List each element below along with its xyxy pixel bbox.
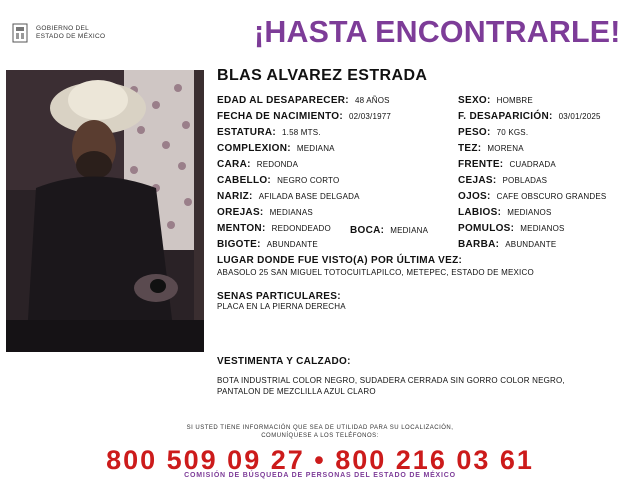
field-label: BARBA: [458,239,500,250]
field-value: 03/01/2025 [558,112,601,121]
field-tez [458,144,524,154]
field-label: TEZ: [458,143,482,154]
field-label: EDAD AL DESAPARECER: [217,95,349,106]
phone-2: 800 216 03 61 [335,445,534,475]
field-label: POMULOS: [458,223,515,234]
field-value: MEDIANA [296,144,335,153]
field-label: MENTON: [217,223,266,234]
field-value: 02/03/1977 [349,112,392,121]
field-label: OREJAS: [217,207,264,218]
field-label: ESTATURA: [217,127,276,138]
field-label: LABIOS: [458,207,502,218]
field-label: CARA: [217,159,251,170]
phone-1: 800 509 09 27 [106,445,305,475]
field-value: MEDIANOS [507,208,552,217]
field-ojos [458,192,606,202]
field-value: HOMBRE [496,96,533,105]
clothing-line2: PANTALON DE MEZCLILLA AZUL CLARO [217,387,376,396]
logo-line1: GOBIERNO DEL [36,25,90,32]
field-pomulos [458,224,565,234]
field-frente [458,160,556,170]
field-value: REDONDEADO [271,224,331,233]
marks-label: SENAS PARTICULARES: [217,291,341,302]
headline: ¡HASTA ENCONTRARLE! [254,14,621,49]
field-value: REDONDA [256,160,299,169]
person-name: BLAS ALVAREZ ESTRADA [217,67,428,84]
field-value: 70 KGS. [496,128,529,137]
last-seen-value: ABASOLO 25 SAN MIGUEL TOTOCUITLAPILCO, METEPEC, ESTADO DE MEXICO [217,268,534,277]
field-value: MORENA [487,144,524,153]
field-value: CUADRADA [509,160,556,169]
field-bigote [217,240,318,250]
field-sexo [458,96,533,106]
field-complexion [217,144,335,154]
field-cabello [217,176,339,186]
field-label: F. DESAPARICIÓN: [458,111,553,122]
field-label: OJOS: [458,191,491,202]
government-logo [10,22,130,46]
field-fecha-nacimiento [217,112,391,122]
field-label: CEJAS: [458,175,497,186]
field-label: FECHA DE NACIMIENTO: [217,111,343,122]
commission-name: COMISIÓN DE BÚSQUEDA DE PERSONAS DEL ESTADO DE MÉXICO [184,472,456,479]
missing-person-photo [6,70,204,352]
field-value: MEDIANAS [269,208,313,217]
field-labios [458,208,552,218]
field-nariz [217,192,360,202]
field-label: BIGOTE: [217,239,261,250]
field-orejas [217,208,313,218]
field-value: MEDIANOS [520,224,565,233]
clothing-label: VESTIMENTA Y CALZADO: [217,356,351,367]
field-fecha-desaparicion [458,112,601,122]
field-label: SEXO: [458,95,491,106]
field-label: BOCA: [350,225,385,236]
field-value: NEGRO CORTO [277,176,340,185]
info-line1: SI USTED TIENE INFORMACIÓN QUE SEA DE UTILIDAD PARA SU LOCALIZACIÓN, [186,425,454,431]
field-cejas [458,176,547,186]
field-value: CAFE OBSCURO GRANDES [496,192,607,201]
state-shield-icon [10,22,30,44]
field-value: ABUNDANTE [266,240,318,249]
clothing-line1: BOTA INDUSTRIAL COLOR NEGRO, SUDADERA CERRADA SIN GORRO COLOR NEGRO, [217,376,565,385]
field-peso [458,128,528,138]
field-boca [350,226,428,236]
last-seen-label: LUGAR DONDE FUE VISTO(A) POR ÚLTIMA VEZ: [217,255,463,266]
field-value: AFILADA BASE DELGADA [258,192,360,201]
field-label: COMPLEXION: [217,143,291,154]
phone-separator: • [314,445,326,475]
marks-value: PLACA EN LA PIERNA DERECHA [217,302,346,311]
field-label: PESO: [458,127,491,138]
field-value: 48 AÑOS [354,96,390,105]
field-barba [458,240,556,250]
logo-line2: ESTADO DE MÉXICO [36,33,106,40]
field-value: 1.58 MTS. [282,128,321,137]
field-cara [217,160,298,170]
field-value: MEDIANA [390,226,429,235]
info-line2: COMUNÍQUESE A LOS TELÉFONOS: [261,433,379,439]
field-label: FRENTE: [458,159,504,170]
field-label: NARIZ: [217,191,253,202]
field-estatura [217,128,321,138]
field-edad [217,96,390,106]
field-value: POBLADAS [502,176,548,185]
field-label: CABELLO: [217,175,272,186]
field-menton [217,224,331,234]
field-value: ABUNDANTE [505,240,557,249]
